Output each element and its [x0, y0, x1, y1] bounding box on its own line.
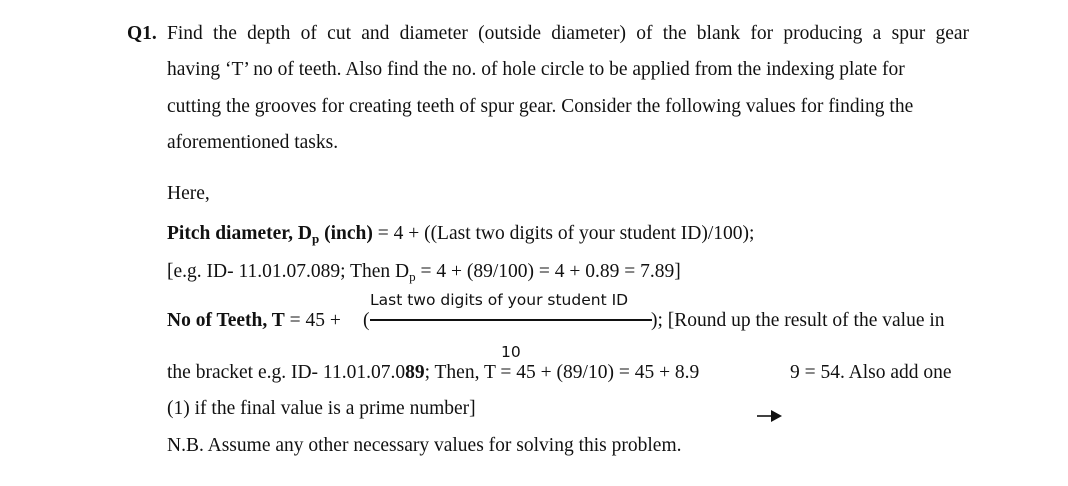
fraction-line	[370, 319, 652, 321]
pitch-label: Pitch diameter, $D_p$ (inch)	[167, 223, 373, 246]
arrow-right-icon	[757, 408, 783, 424]
question-line-4: aforementioned tasks.	[167, 132, 339, 153]
prime-rule-line: (1) if the final value is a prime number]	[167, 398, 476, 419]
bracket-example-line: the bracket e.g. ID- 11.01.07.089; Then, T = 45 + (89/10) = 45 + 8.9	[167, 362, 700, 383]
teeth-label: No of Teeth, T	[167, 310, 285, 331]
question-line-2: having ‘T’ no of teeth. Also find the no. of hole circle to be applied from the indexing plate for	[167, 59, 905, 80]
question-line-3: cutting the grooves for creating teeth of spur gear. Consider the following values for finding the	[167, 96, 914, 117]
question-number: Q1.	[127, 23, 157, 44]
round-up-text: ); [Round up the result of the value in	[651, 310, 945, 331]
paren-open: (	[363, 310, 370, 331]
question-line-1: Find the depth of cut and diameter (outside diameter) of the blank for producing a spur gear	[167, 23, 969, 44]
pitch-example-line: [e.g. ID- 11.01.07.089; Then $D_p = 4 + (89/100) = 4 + 0.89 = 7.89$]	[167, 261, 681, 284]
fraction-numerator: Last two digits of your student ID	[370, 291, 629, 309]
pitch-diameter-line	[167, 223, 754, 245]
pitch-formula: = 4 + ((Last two digits of your student ID)/100);	[372, 223, 755, 244]
note-line: N.B. Assume any other necessary values for solving this problem.	[167, 435, 682, 456]
rounded-result: 9 = 54. Also add one	[790, 362, 952, 383]
teeth-line	[167, 310, 341, 332]
teeth-formula-start: = 45 +	[284, 310, 341, 331]
fraction-denominator: 10	[501, 343, 521, 361]
here-label: Here,	[167, 183, 210, 204]
